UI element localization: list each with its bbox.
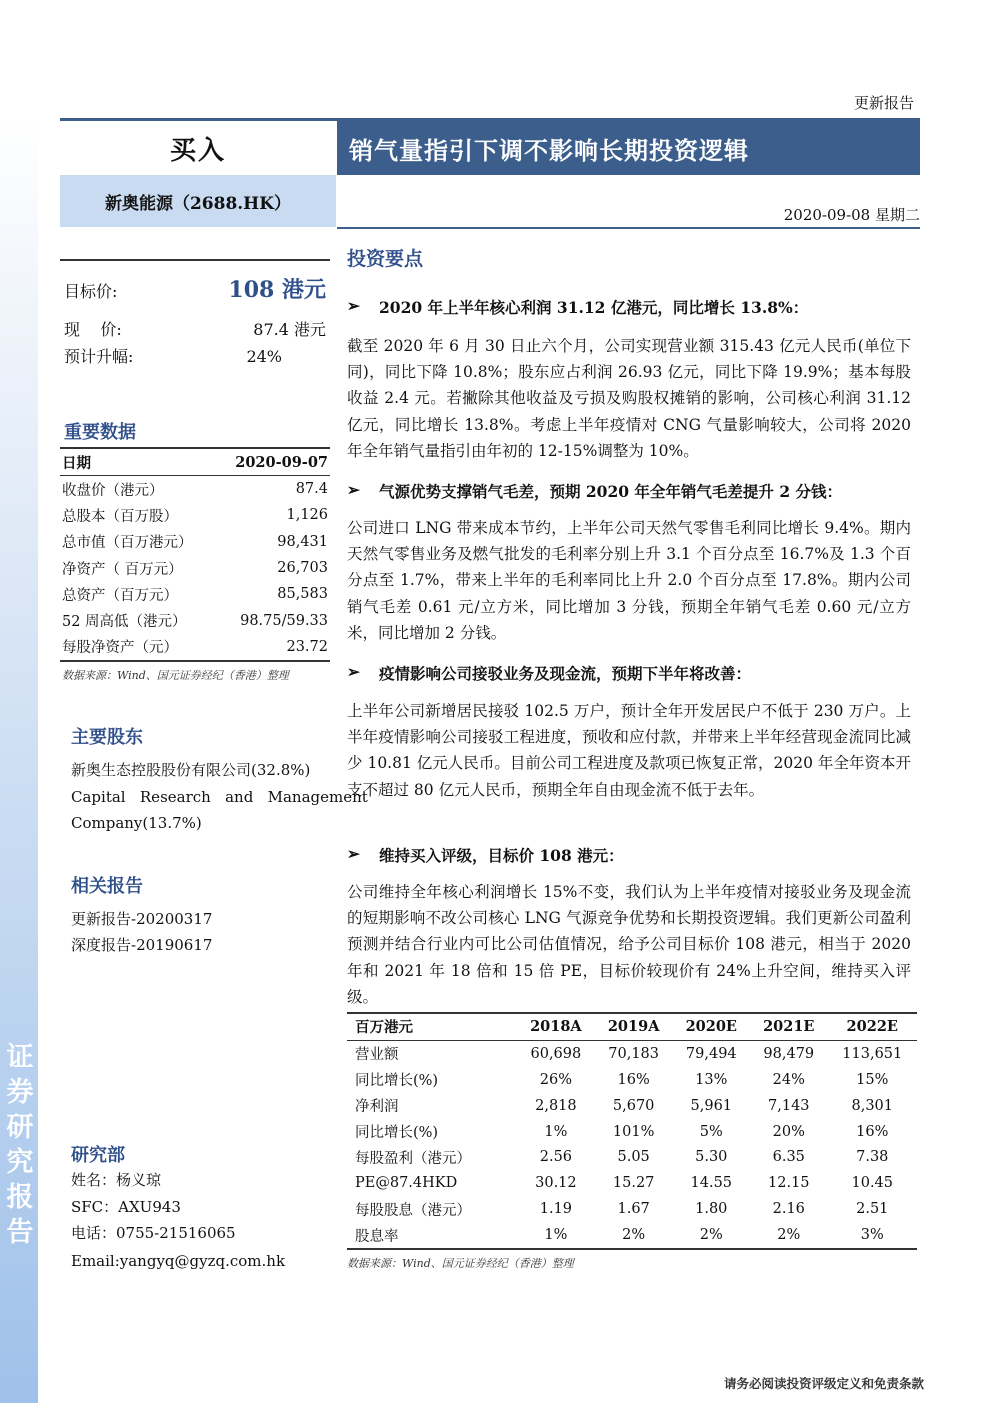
related-title: 相关报告: [71, 876, 143, 897]
current-price-value: 87.4 港元: [253, 320, 326, 339]
table-row: 同比增长(%) 1% 101% 5% 20% 16%: [355, 1123, 889, 1141]
table-row: 总资产（百万元） 85,583: [62, 586, 328, 604]
point-heading: ➢ 维持买入评级，目标价 108 港元：: [347, 844, 624, 865]
target-price-label: 目标价:: [64, 282, 118, 301]
analyst-email[interactable]: Email:yangyq@gyzq.com.hk: [71, 1252, 286, 1270]
arrow-icon: ➢: [347, 296, 360, 315]
table-row: 净资产（ 百万元） 26,703: [62, 560, 328, 578]
key-data-source: 数据来源：Wind、国元证券经纪（香港）整理: [62, 669, 289, 682]
table-row: 同比增长(%) 26% 16% 13% 24% 15%: [355, 1071, 889, 1090]
key-data-table: [60, 447, 330, 662]
upside-label: 预计升幅:: [64, 347, 134, 366]
point-body: 公司维持全年核心利润增长 15%不变，我们认为上半年疫情对接驳业务及现金流的短期影响不改公司核心 LNG 气源竞争优势和长期投资逻辑。我们更新公司盈利预测并结合行业内可比公司估值情况，给予公司目标价 108 港元，相当于 2020 年和 2021 年 18 倍和 15 倍 PE，目标价较现价有 24%上升空间，维持买入评级。: [347, 883, 911, 1006]
table-row: 收盘价（港元） 87.4: [62, 481, 328, 499]
upside-value: 24%: [246, 347, 282, 366]
target-price-value: 108 港元: [228, 277, 326, 303]
disclaimer-footer[interactable]: 请务必阅读投资评级定义和免责条款: [723, 1376, 924, 1391]
table-row: 营业额 60,698 70,183 79,494 98,479 113,651: [355, 1045, 903, 1064]
table-row: 每股净资产（元） 23.72: [60, 634, 330, 661]
current-price-row: [64, 317, 326, 340]
table-row: 净利润 2,818 5,670 5,961 7,143 8,301: [355, 1097, 894, 1116]
headline-box: [337, 121, 920, 175]
doc-type: 更新报告: [853, 94, 914, 112]
table-header-row: 日期 2020-09-07: [60, 448, 330, 476]
shareholder-2: Capital Research and Management: [71, 788, 368, 806]
table-row: 总市值（百万港元） 98,431: [62, 533, 328, 552]
research-title: 研究部: [71, 1145, 125, 1166]
investment-title: 投资要点: [347, 248, 424, 270]
financials-source: 数据来源：Wind、国元证券经纪（香港）整理: [347, 1257, 574, 1270]
headline: 销气量指引下调不影响长期投资逻辑: [349, 135, 749, 165]
arrow-icon: ➢: [347, 480, 360, 499]
table-row: 52 周高低（港元） 98.75/59.33: [62, 612, 328, 631]
table-row: 每股盈利（港元） 2.56 5.05 5.30 6.35 7.38: [355, 1149, 889, 1167]
upside-row: [64, 344, 282, 367]
point-heading: ➢ 气源优势支撑销气毛差，预期 2020 年全年销气毛差提升 2 分钱：: [347, 480, 843, 501]
table-row: 股息率 1% 2% 2% 2% 3%: [347, 1222, 917, 1249]
arrow-icon: ➢: [347, 844, 360, 863]
date-rule: [337, 227, 920, 229]
related-report-link[interactable]: 更新报告-20200317: [71, 910, 213, 928]
target-price-row: [64, 273, 326, 304]
table-header-row: 百万港元 2018A 2019A 2020E 2021E 2022E: [347, 1013, 917, 1040]
left-rule: [60, 259, 330, 261]
report-date: 2020-09-08 星期二: [783, 206, 920, 224]
sidebar-title: 证 券 研 究 报 告: [6, 1042, 34, 1248]
rating-box: 买入: [169, 135, 226, 166]
shareholder-2-cont: Company(13.7%): [71, 814, 202, 832]
point-body: 公司进口 LNG 带来成本节约，上半年公司天然气零售毛利同比增长 9.4%。期内天然气零售业务及燃气批发的毛利率分别上升 3.1 个百分点至 16.7%及 1.3 个百分点至 1.7%，带来上半年的毛利率同比上升 2.0 个百分点至 17.8%。期内公司销气毛差 0.61 元/立方米，同比增加 3 分钱，预期全年销气毛差 0.60 元/立方米，同比增加 2 分钱。: [347, 519, 911, 642]
point-heading: ➢ 2020 年上半年核心利润 31.12 亿港元，同比增长 13.8%：: [347, 296, 809, 317]
point-body: 截至 2020 年 6 月 30 日止六个月，公司实现营业额 315.43 亿元人民币(单位下同)，同比下降 10.8%；股东应占利润 26.93 亿元，同比下降 19.9%；基本每股收益 2.4 元。若撇除其他收益及亏损及购股权摊销的影响，公司核心利润 31.12 亿元，同比增长 13.8%。考虑上半年疫情对 CNG 气量影响较大，公司将 2020 年全年销气量指引由年初的 12-15%调整为 10%。: [347, 337, 911, 460]
related-report-link[interactable]: 深度报告-20190617: [71, 936, 213, 954]
financial-forecast-table: [347, 1012, 917, 1250]
analyst-sfc: SFC：AXU943: [71, 1198, 181, 1216]
point-body: 上半年公司新增居民接驳 102.5 万户，预计全年开发居民户不低于 230 万户。上半年疫情影响公司接驳工程进度，预收和应付款，并带来上半年经营现金流同比减少 10.81 亿元人民币。目前公司工程进度及款项已恢复正常，2020 年全年资本开支不超过 80 亿元人民币，预期全年自由现金流不低于去年。: [347, 702, 911, 799]
table-row: 每股股息（港元） 1.19 1.67 1.80 2.16 2.51: [355, 1201, 889, 1219]
analyst-phone: 电话：0755-21516065: [71, 1224, 236, 1242]
shareholder-1: 新奥生态控股股份有限公司(32.8%): [71, 761, 311, 779]
point-heading: ➢ 疫情影响公司接驳业务及现金流，预期下半年将改善：: [347, 662, 752, 683]
table-row: 总股本（百万股） 1,126: [62, 507, 328, 525]
company-name: 新奥能源（2688.HK）: [60, 175, 336, 227]
shareholders-title: 主要股东: [71, 727, 143, 748]
table-row: PE@87.4HKD 30.12 15.27 14.55 12.15 10.45: [355, 1175, 894, 1192]
arrow-icon: ➢: [347, 662, 360, 681]
key-data-title: 重要数据: [64, 422, 136, 443]
current-price-label: 现 价:: [64, 320, 122, 339]
analyst-name: 姓名：杨义琼: [71, 1171, 162, 1189]
